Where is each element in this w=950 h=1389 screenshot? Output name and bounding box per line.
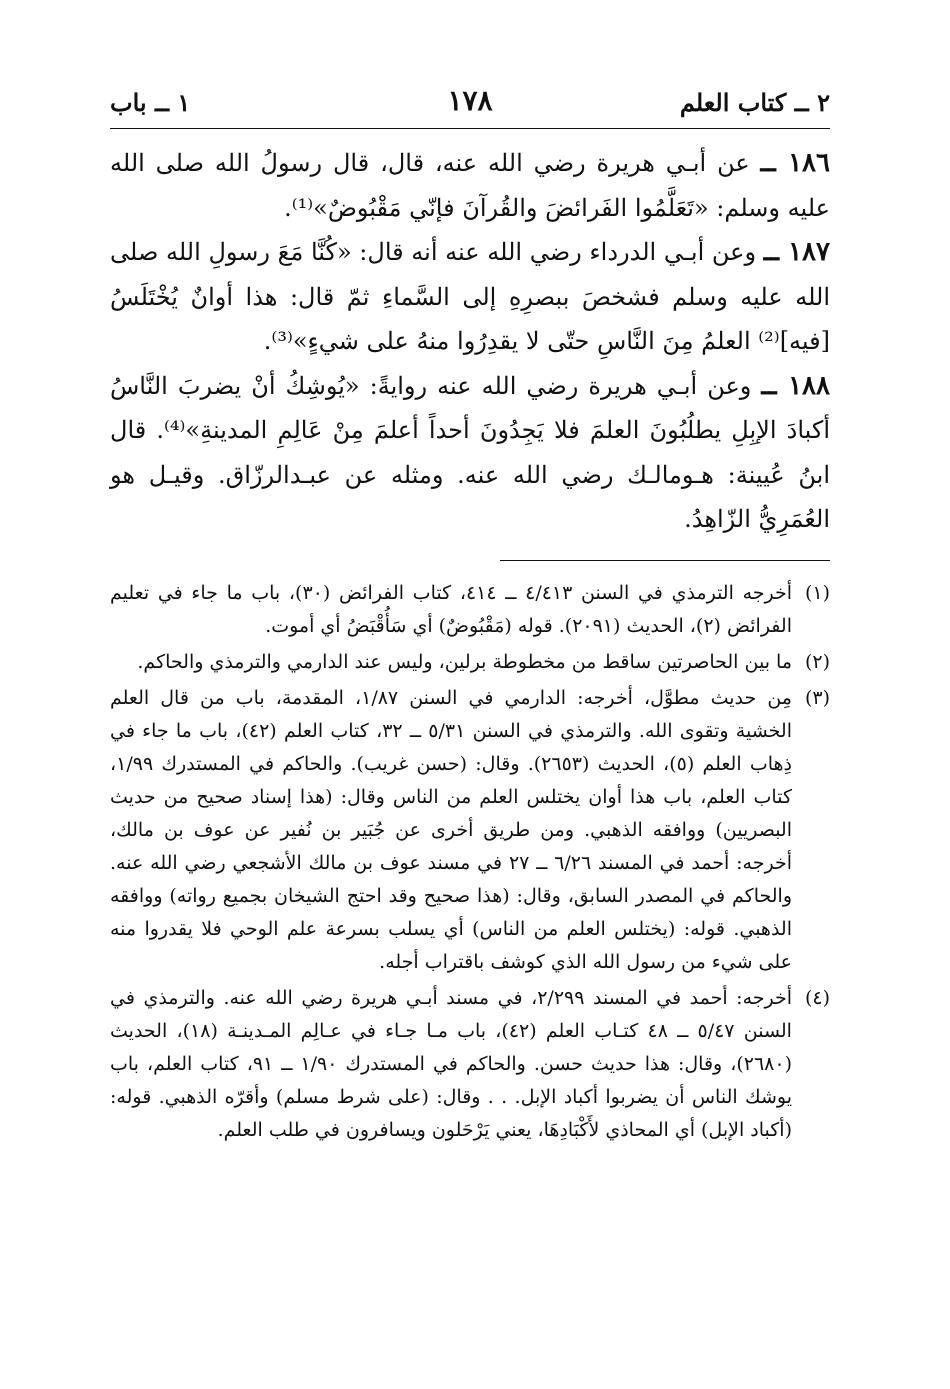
- footnotes: [110, 577, 830, 1147]
- footnote-text: ما بين الحاصرتين ساقط من مخطوطة برلين، وليس عند الدارمي والترمذي والحاكم.: [137, 650, 792, 673]
- hadith-text: وعن أبـي الدرداء رضي الله عنه أنه قال: «كُنَّا مَعَ رسولِ الله صلى الله عليه وسلم فشخصَ ببصرِهِ إلى السَّماءِ ثمّ قال: هذا أوانٌ يُخْتَلَسُ [فيه]⁽²⁾ العلمُ مِنَ النَّاسِ حتّى لا يقدِرُوا منهُ على شيءٍ»⁽³⁾.: [110, 238, 830, 355]
- book-page: [110, 80, 830, 1150]
- page-number: ١٧٨: [447, 84, 493, 117]
- hadith-paragraph: [110, 141, 830, 230]
- footnote-text: مِن حديث مطوَّل، أخرجه: الدارمي في السنن ١/٨٧، المقدمة، باب من قال العلم الخشية وتقوى الله. والترمذي في السنن ٥/٣١ ــ ٣٢، كتاب العلم (٤٢)، باب ما جاء في ذِهاب العلم (٥)، الحديث (٢٦٥٣). وقال: (حسن غريب). والحاكم في المستدرك ١/٩٩، كتاب العلم، باب هذا أوان يختلس العلم من الناس وقال: (هذا إسناد صحيح من حديث البصريين) ووافقه الذهبي. ومن طريق أخرى عن جُبَير بن نُفير عن عوف بن مالك، أخرجه: أحمد في المسند ٦/٢٦ ــ ٢٧ في مسند عوف بن مالك الأشجعي رضي الله عنه. والحاكم في المصدر السابق، وقال: (هذا صحيح وقد احتج الشيخان بجميع رواته) ووافقه الذهبي. قوله: (يختلس العلم من الناس) أي يسلب بسرعة علم الوحي فلا يقدروا منه على شيء من رسول الله الذي كوشف باقتراب أجله.: [110, 686, 792, 973]
- main-text: [110, 141, 830, 542]
- footnote-text: أخرجه: أحمد في المسند ٢/٢٩٩، في مسند أبـي هريرة رضي الله عنه. والترمذي في السنن ٥/٤٧ ــ ٤٨ كتـاب العلم (٤٢)، باب مـا جـاء في عـالِم المـدينـة (١٨)، الحديث (٢٦٨٠)، وقال: هذا حديث حسن. والحاكم في المستدرك ١/٩٠ ــ ٩١، كتاب العلم، باب يوشك الناس أن يضربوا أكباد الإبل. . . وقال: (على شرط مسلم) وأقرّه الذهبي. قوله: (أكباد الإبل) أي المحاذي لأَكْبَادِهَا، يعني يَرْحَلون ويسافرون في طلب العلم.: [110, 986, 793, 1141]
- footnote-text: أخرجه الترمذي في السنن ٤/٤١٣ ــ ٤١٤، كتاب الفرائض (٣٠)، باب ما جاء في تعليم الفرائض (٢)، الحديث (٢٠٩١). قوله (مَقْبُوضٌ) أي سَأُقْبَضُ أي أموت.: [110, 581, 793, 637]
- footnote-mark: (٣): [804, 686, 830, 709]
- section-title: ١ ــ باب: [110, 88, 191, 117]
- footnote-mark: (١): [804, 581, 830, 604]
- footnote-mark: (٢): [804, 650, 830, 673]
- chapter-title: ٢ ــ كتاب العلم: [679, 88, 830, 117]
- hadith-paragraph: [110, 364, 830, 542]
- footnote: [110, 646, 830, 679]
- footnote-separator: [500, 560, 830, 561]
- footnote: [110, 982, 830, 1147]
- hadith-text: عن أبـي هريرة رضي الله عنه، قال، قال رسولُ الله صلى الله عليه وسلم: «تَعَلَّمُوا الفَرائضَ والقُرآنَ فإنّي مَقْبُوضٌ»⁽¹⁾.: [110, 149, 830, 222]
- hadith-number: ١٨٨ ــ: [761, 370, 830, 401]
- hadith-number: ١٨٧ ــ: [763, 237, 830, 267]
- hadith-paragraph: [110, 230, 830, 364]
- page-header: [110, 80, 830, 129]
- footnote: [110, 682, 830, 979]
- footnote-mark: (٤): [804, 986, 830, 1009]
- hadith-text: وعن أبـي هريرة رضي الله عنه روايةً: «يُوشِكُ أنْ يضربَ النَّاسُ أكبادَ الإبِلِ يطلُبُونَ العلمَ فلا يَجِدُونَ أحداً أعلمَ مِنْ عَالِمِ المدينةِ»⁽⁴⁾. قال ابنُ عُيينة: هـومالـك رضي الله عنه. ومثله عن عبـدالرزّاق. وقيـل هو العُمَرِيُّ الزّاهِدُ.: [110, 371, 830, 533]
- hadith-number: ١٨٦ ــ: [760, 148, 830, 178]
- footnote: [110, 577, 830, 643]
